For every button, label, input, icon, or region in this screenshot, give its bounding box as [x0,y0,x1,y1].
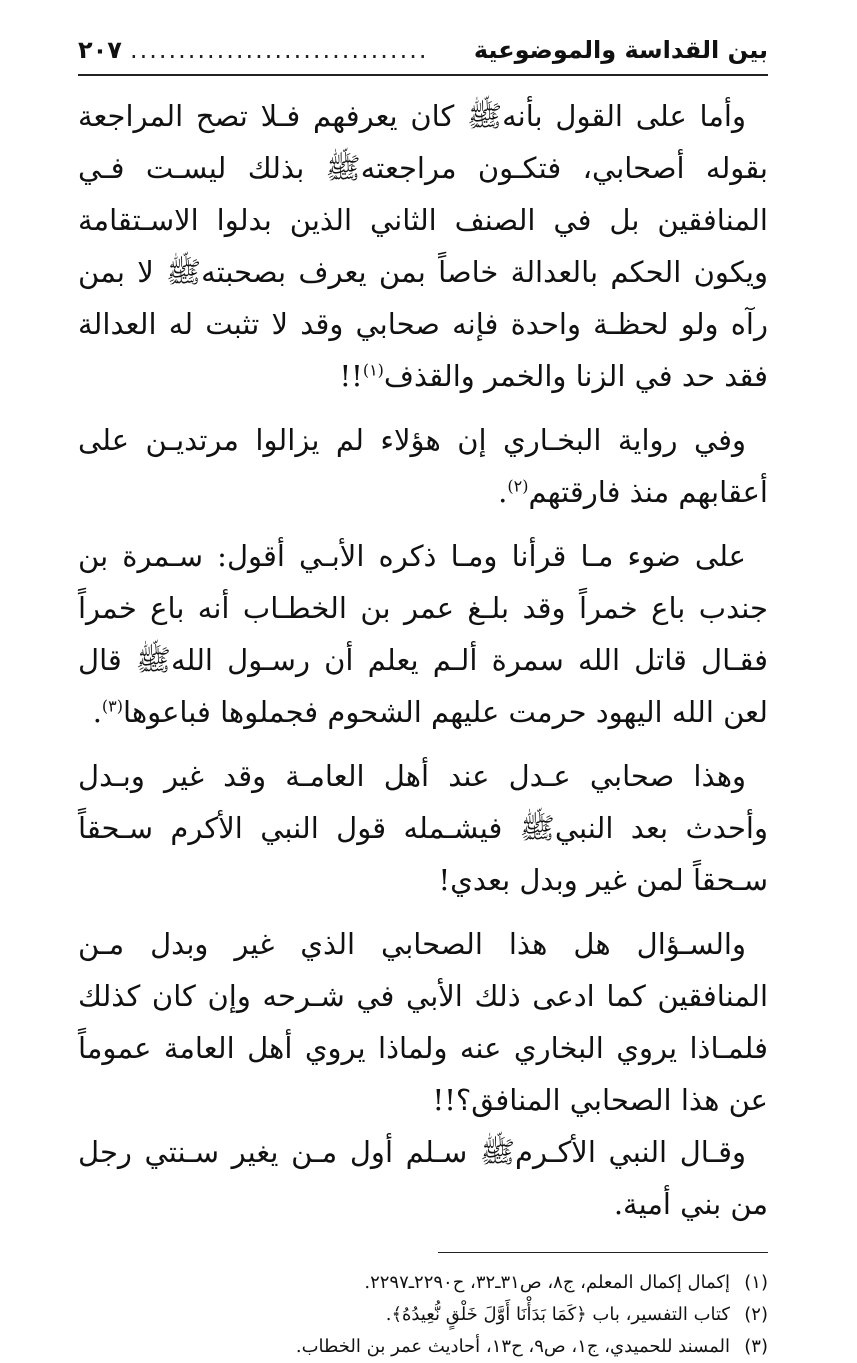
footnote-number: (٣) [744,1336,768,1357]
running-header [78,26,768,76]
paragraph-tail: . [498,475,508,509]
page-body [78,90,768,1230]
footnote-ref-3: (٣) [101,696,124,716]
footnote-number: (١) [744,1272,768,1293]
paragraph-4 [78,750,768,906]
paragraph-tail: . [92,695,102,729]
page-number: ٢٠٧ [78,36,122,64]
book-page [78,26,768,1363]
paragraph-6 [78,1126,768,1230]
paragraph-tail: !! [339,359,363,393]
footnote-2 [78,1299,768,1331]
footnote-text: المسند للحميدي، ج١، ص٩، ح١٣، أحاديث عمر بن الخطاب. [295,1336,730,1357]
paragraph-text: والسـؤال هل هذا الصحابي الذي غير وبدل مـن المنافقين كما ادعى ذلك الأبي في شـرحه وإن كان كذلك فلمـاذا يروي البخاري عنه ولماذا يروي أهل العامة عموماً عن هذا الصحابي المنافق؟!! [78,927,768,1117]
paragraph-2 [78,414,768,518]
paragraph-text: وقـال النبي الأكـرمﷺ سـلم أول مـن يغير سـنتي رجل من بني أمية. [78,1135,768,1221]
paragraph-1 [78,90,768,402]
footnotes [78,1267,768,1363]
paragraph-3 [78,530,768,738]
footnote-ref-2: (٢) [507,476,529,496]
paragraph-text: وفي رواية البخـاري إن هؤلاء لم يزالوا مرتديـن على أعقابهم منذ فارقتهم [78,423,768,509]
footnote-3 [78,1331,768,1363]
footnote-divider [438,1252,768,1253]
header-leader-dots: ............................... [129,36,429,64]
paragraph-text: وأما على القول بأنهﷺ كان يعرفهم فـلا تصح المراجعة بقوله أصحابي، فتكـون مراجعتهﷺ بذلك ليسـت فـي المنافقين بل في الصنف الثاني الذين بدلوا الاسـتقامة ويكون الحكم بالعدالة خاصاً بمن يعرف بصحبتهﷺ لا بمن رآه ولو لحظـة واحدة فإنه صحابي وقد لا تثبت له العدالة فقد حد في الزنا والخمر والقذف [78,99,768,393]
footnote-text: إكمال إكمال المعلم، ج٨، ص٣١ـ٣٢، ح٢٢٩٠ـ٢٢٩٧. [364,1272,730,1293]
footnote-ref-1: (١) [362,360,384,380]
paragraph-text: على ضوء مـا قرأنا ومـا ذكره الأبـي أقول: سـمرة بن جندب باع خمراً وقد بلـغ عمر بن الخطـاب أنه باع خمراً فقـال قاتل الله سمرة ألـم يعلم أن رسـول اللهﷺ قال لعن الله اليهود حرمت عليهم الشحوم فجملوها فباعوها [78,539,768,729]
footnote-text: كتاب التفسير، باب ﴿كَمَا بَدَأْنَا أَوَّلَ خَلْقٍ نُّعِيدُهُ﴾. [385,1304,730,1325]
footnote-1 [78,1267,768,1299]
footnote-number: (٢) [744,1304,768,1325]
paragraph-5 [78,918,768,1126]
paragraph-text: وهذا صحابي عـدل عند أهل العامـة وقد غير وبـدل وأحدث بعد النبيﷺ فيشـمله قول النبي الأكرم سـحقاً سـحقاً لمن غير وبدل بعدي! [78,759,768,897]
header-title: بين القداسة والموضوعية [473,36,768,64]
